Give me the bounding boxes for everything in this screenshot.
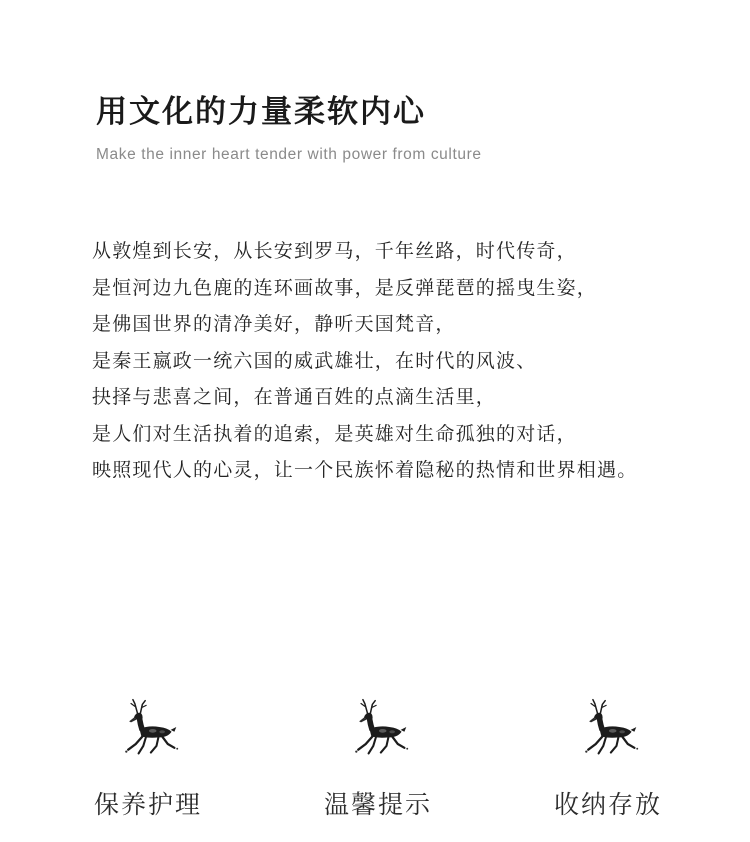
body-line: 是恒河边九色鹿的连环画故事，是反弹琵琶的摇曳生姿， xyxy=(92,276,598,299)
deer-icon xyxy=(575,695,641,761)
section-tabs xyxy=(0,695,750,835)
tab-label: 保养护理 xyxy=(93,790,202,819)
deer-icon xyxy=(345,695,411,761)
body-line: 是秦王嬴政一统六国的威武雄壮，在时代的风波、 xyxy=(92,349,537,372)
body-line: 抉择与悲喜之间，在普通百姓的点滴生活里， xyxy=(92,386,497,408)
body-line: 是佛国世界的清净美好，静听天国梵音， xyxy=(92,313,456,335)
page-title: 用文化的力量柔软内心 xyxy=(96,94,426,130)
tab-care-maintenance[interactable] xyxy=(58,695,238,835)
page-subtitle: Make the inner heart tender with power from culture xyxy=(96,146,482,163)
tab-warm-tips[interactable] xyxy=(288,695,468,835)
body-line: 从敦煌到长安，从长安到罗马，千年丝路，时代传奇， xyxy=(92,240,577,262)
tab-storage[interactable] xyxy=(518,695,698,835)
body-paragraph xyxy=(92,233,712,489)
body-line: 映照现代人的心灵，让一个民族怀着隐秘的热情和世界相遇。 xyxy=(92,459,638,481)
tab-label: 温馨提示 xyxy=(323,790,432,819)
body-line: 是人们对生活执着的追索，是英雄对生命孤独的对话， xyxy=(92,422,577,445)
tab-label: 收纳存放 xyxy=(553,790,662,819)
deer-icon xyxy=(115,695,181,761)
